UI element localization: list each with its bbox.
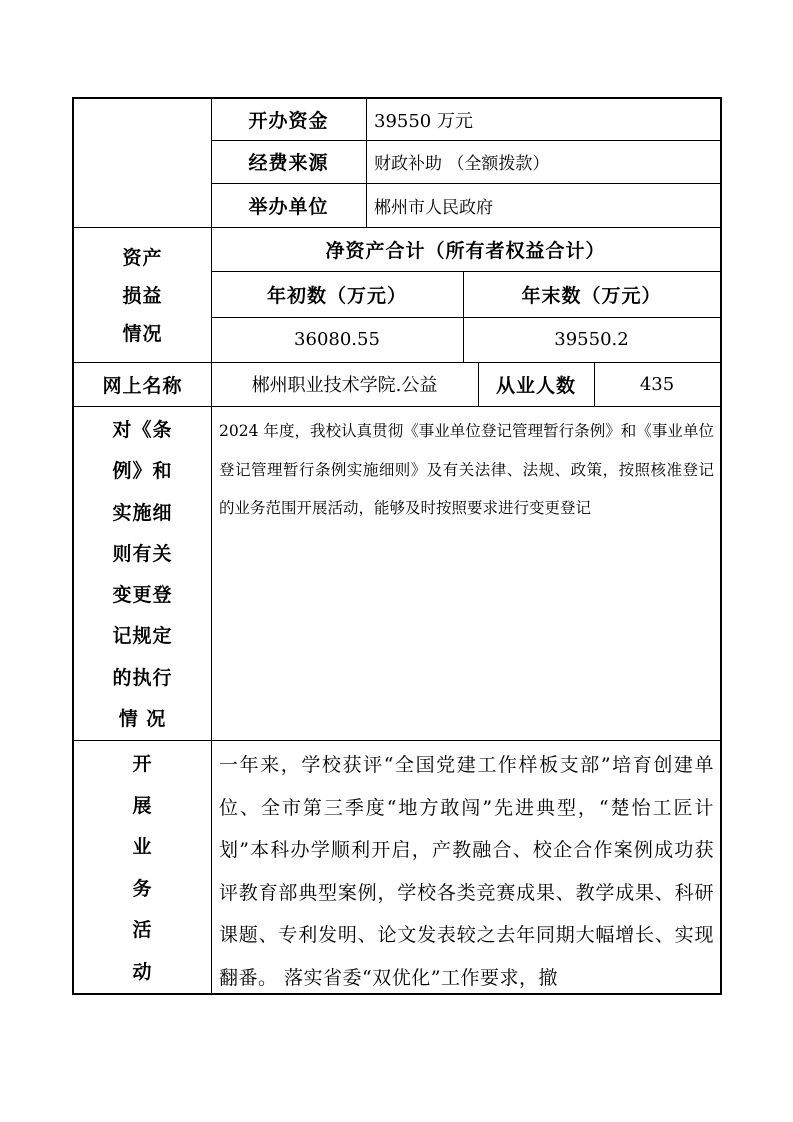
regulation-side-line: 记规定 [112,625,173,648]
regulation-side-line: 例》和 [112,460,173,483]
funding-value: 39550 万元 [374,110,473,132]
regulation-side-line: 实施细 [112,501,173,524]
assets-side-label [74,227,211,362]
regulation-side-line: 则有关 [112,542,173,565]
funding-label: 开办资金 [248,110,329,132]
begin-year-value: 36080.55 [294,329,380,350]
activities-side-line: 活 [132,919,153,942]
activities-side-label [74,740,211,993]
regulation-side-label [74,406,211,740]
regulation-side-line: 变更登 [112,584,173,607]
funding-source-value: 财政补助 （全额拨款） [374,154,550,174]
report-table [72,97,722,995]
assets-side-line: 情况 [122,323,163,346]
online-name-value: 郴州职业技术学院.公益 [251,375,438,396]
regulation-side-line: 情 况 [118,707,167,730]
funding-source-label: 经费来源 [248,152,329,174]
assets-side-line: 损益 [122,284,163,307]
activities-side-line: 展 [132,794,153,817]
sponsor-label: 举办单位 [248,195,329,218]
regulation-side-line: 的执行 [112,666,173,689]
begin-year-label: 年初数（万元） [266,284,407,307]
staff-count-label: 从业人数 [495,374,576,397]
staff-count-value: 435 [639,373,675,395]
activities-side-line: 务 [132,877,153,900]
net-assets-header: 净资产合计（所有者权益合计） [325,239,606,262]
activities-text: 一年来，学校获评“全国党建工作样板支部”培育创建单位、全市第三季度“地方敢闯”先进典型，“楚怡工匠计划”本科办学顺利开启，产教融合、校企合作案例成功获评教育部典型案例，学校各类竞赛成果、教学成果、科研课题、专利发明、论文发表较之去年同期大幅增长、实现翻番。 落实省委“双优化”工作要求，撤 [219,754,714,989]
sponsor-value: 郴州市人民政府 [374,197,493,218]
end-year-label: 年末数（万元） [521,284,662,307]
assets-side-line: 资产 [122,246,163,269]
activities-side-line: 动 [132,960,153,983]
activities-side-line: 业 [132,836,153,859]
column-divider [366,99,367,227]
regulation-side-line: 对《条 [112,419,173,442]
end-year-value: 39550.2 [554,329,629,350]
activities-side-line: 开 [132,753,153,776]
regulation-text: 2024 年度，我校认真贯彻《事业单位登记管理暂行条例》和《事业单位登记管理暂行条例实施细则》及有关法律、法规、政策，按照核准登记的业务范围开展活动，能够及时按照要求进行变更登记 [219,422,714,517]
online-name-label: 网上名称 [102,374,183,397]
